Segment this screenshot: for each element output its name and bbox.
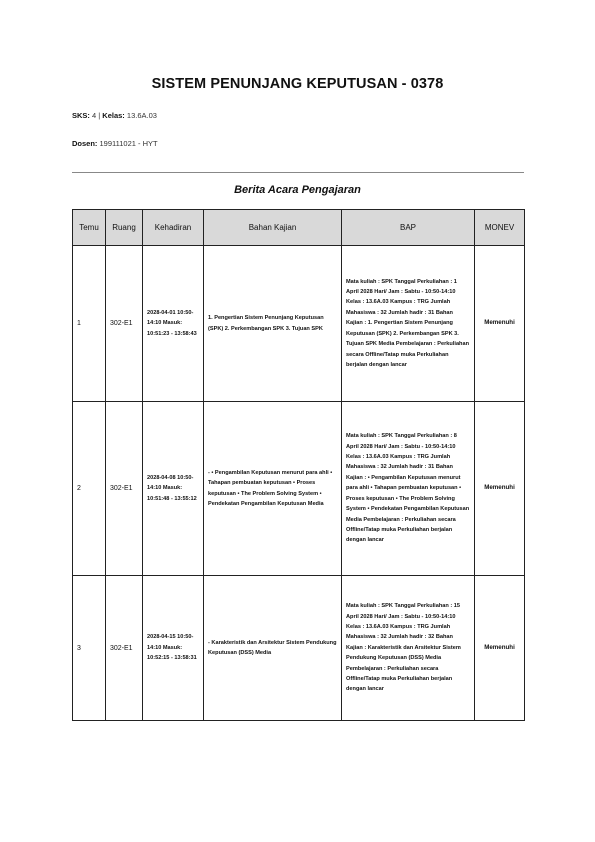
cell-monev: Memenuhi bbox=[475, 246, 525, 402]
table-header-row bbox=[73, 210, 525, 246]
sks-label: SKS: bbox=[72, 111, 90, 120]
bap-table bbox=[72, 209, 525, 721]
cell-bahan-kajian: - • Pengambilan Keputusan menurut para ahli • Tahapan pembuatan keputusan • Proses keputusan • The Problem Solving System • Pendekatan Pengambilan Keputusan Media bbox=[204, 402, 342, 576]
header-bap: BAP bbox=[342, 210, 475, 246]
cell-temu: 1 bbox=[73, 246, 106, 402]
header-kehadiran: Kehadiran bbox=[143, 210, 204, 246]
table-row bbox=[73, 576, 525, 721]
cell-bahan-kajian: - Karakteristik dan Arsitektur Sistem Pendukung Keputusan (DSS) Media bbox=[204, 576, 342, 721]
cell-ruang: 302-E1 bbox=[106, 576, 143, 721]
cell-bahan-kajian: 1. Pengertian Sistem Penunjang Keputusan (SPK) 2. Perkembangan SPK 3. Tujuan SPK bbox=[204, 246, 342, 402]
section-title: Berita Acara Pengajaran bbox=[234, 184, 361, 196]
cell-monev: Memenuhi bbox=[475, 576, 525, 721]
cell-bap: Mata kuliah : SPK Tanggal Perkuliahan : 8 April 2028 Hari/ Jam : Sabtu - 10:50-14:10 Kelas : 13.6A.03 Kampus : TRG Jumlah Mahasiswa : 32 Jumlah hadir : 31 Bahan Kajian : • Pengambilan Keputusan menurut para ahli • Tahapan pembuatan keputusan • Proses keputusan • The Problem Solving System • Pendekatan Pengambilan Keputusan Media Pembelajaran : Perkuliahan secara Offline/Tatap muka Perkuliahan berjalan dengan lancar bbox=[342, 402, 475, 576]
table-row bbox=[73, 246, 525, 402]
cell-monev: Memenuhi bbox=[475, 402, 525, 576]
kelas-value: 13.6A.03 bbox=[124, 111, 157, 120]
sks-kelas-line bbox=[72, 111, 157, 120]
sks-value: 4 | bbox=[89, 111, 103, 120]
header-bahan-kajian: Bahan Kajian bbox=[204, 210, 342, 246]
cell-bap: Mata kuliah : SPK Tanggal Perkuliahan : 15 April 2028 Hari/ Jam : Sabtu - 10:50-14:10 Kelas : 13.6A.03 Kampus : TRG Jumlah Mahasiswa : 32 Jumlah hadir : 32 Bahan Kajian : Karakteristik dan Arsitektur Sistem Pendukung Keputusan (DSS) Media Pembelajaran : Perkuliahan secara Offline/Tatap muka Perkuliahan berjalan dengan lancar bbox=[342, 576, 475, 721]
cell-temu: 3 bbox=[73, 576, 106, 721]
dosen-value: 199111021 - HYT bbox=[97, 139, 158, 148]
document-title: SISTEM PENUNJANG KEPUTUSAN - 0378 bbox=[151, 76, 444, 92]
dosen-line bbox=[72, 139, 158, 148]
header-ruang: Ruang bbox=[106, 210, 143, 246]
cell-kehadiran: 2028-04-15 10:50-14:10 Masuk: 10:52:15 - 13:58:31 bbox=[143, 576, 204, 721]
cell-temu: 2 bbox=[73, 402, 106, 576]
divider bbox=[72, 172, 524, 173]
cell-ruang: 302-E1 bbox=[106, 402, 143, 576]
header-temu: Temu bbox=[73, 210, 106, 246]
table-row bbox=[73, 402, 525, 576]
dosen-label: Dosen: bbox=[72, 139, 98, 148]
cell-kehadiran: 2028-04-01 10:50-14:10 Masuk: 10:51:23 - 13:58:43 bbox=[143, 246, 204, 402]
header-monev: MONEV bbox=[475, 210, 525, 246]
cell-ruang: 302-E1 bbox=[106, 246, 143, 402]
kelas-label: Kelas: bbox=[102, 111, 125, 120]
cell-bap: Mata kuliah : SPK Tanggal Perkuliahan : 1 April 2028 Hari/ Jam : Sabtu - 10:50-14:10 Kelas : 13.6A.03 Kampus : TRG Jumlah Mahasiswa : 32 Jumlah hadir : 31 Bahan Kajian : 1. Pengertian Sistem Penunjang Keputusan (SPK) 2. Perkembangan SPK 3. Tujuan SPK Media Pembelajaran : Perkuliahan secara Offline/Tatap muka Perkuliahan berjalan dengan lancar bbox=[342, 246, 475, 402]
cell-kehadiran: 2028-04-08 10:50-14:10 Masuk: 10:51:48 - 13:55:12 bbox=[143, 402, 204, 576]
